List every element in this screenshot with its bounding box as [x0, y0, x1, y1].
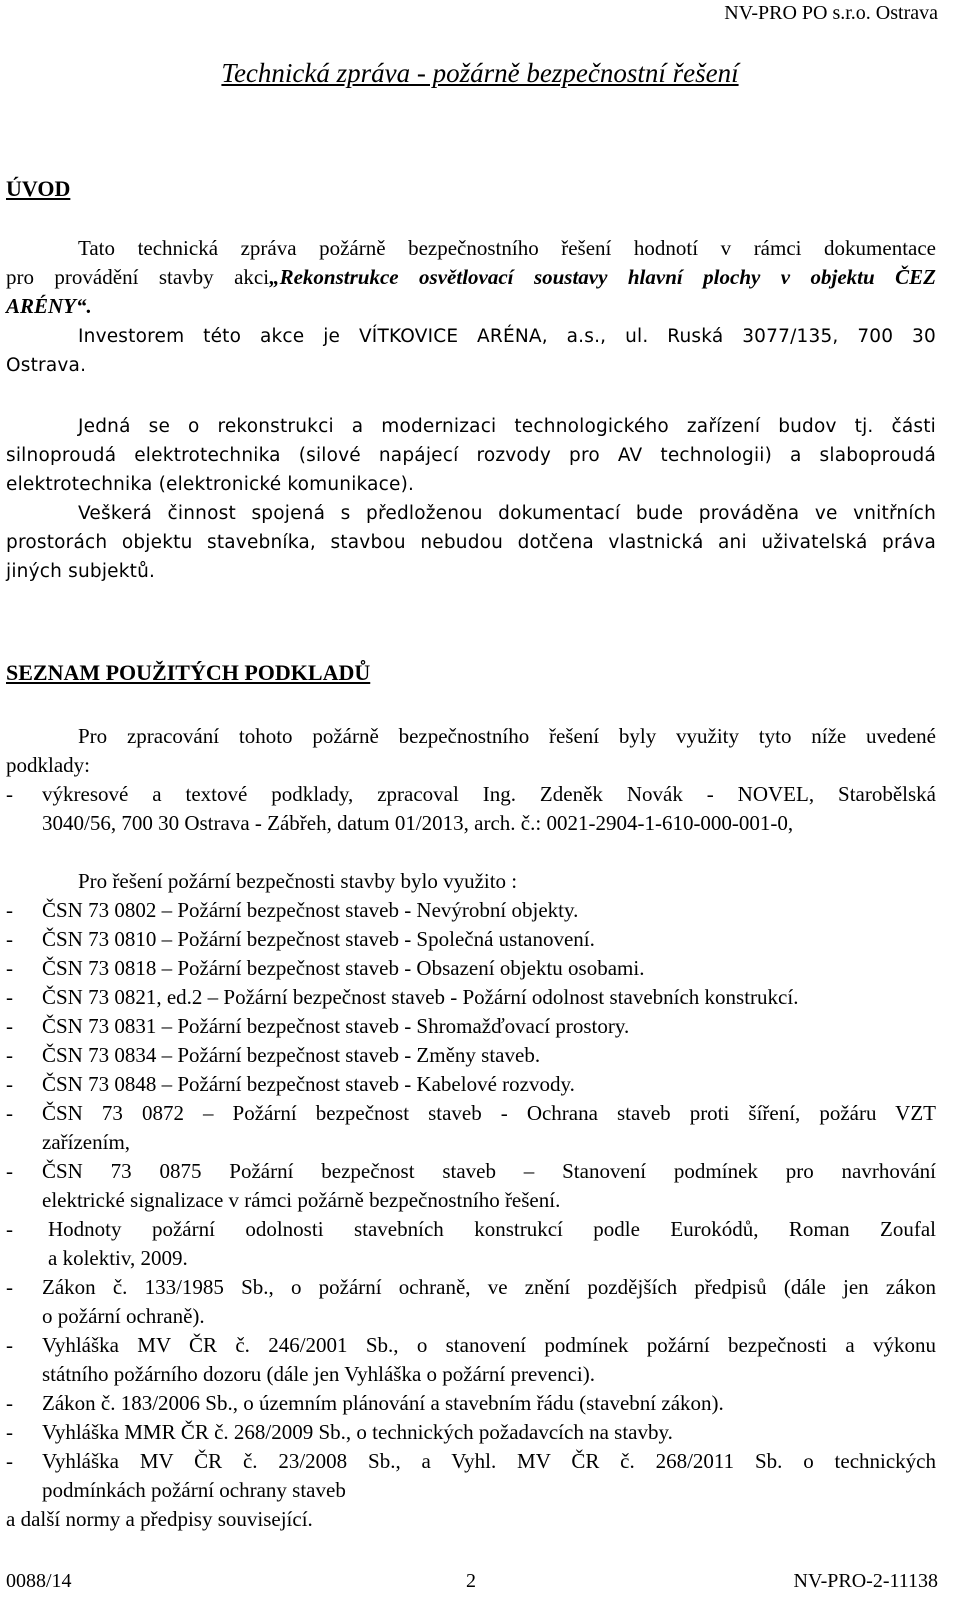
- intro-p3-line2: silnoproudá elektrotechnika (silové napájecí rozvody pro AV technologii) a slaboproudá: [6, 445, 936, 466]
- list-dash: -: [6, 985, 13, 1009]
- list-item: [6, 1331, 936, 1389]
- sources-p1-line1: Pro zpracování tohoto požárně bezpečnostního řešení byly využity tyto níže uvedené: [78, 724, 936, 748]
- list-item-text-cont: a kolektiv, 2009.: [48, 1246, 188, 1270]
- list-dash: -: [6, 1101, 13, 1125]
- section-heading-sources: SEZNAM POUŽITÝCH PODKLADŮ: [6, 660, 371, 685]
- list-dash: -: [6, 956, 13, 980]
- list-dash: -: [6, 1014, 13, 1038]
- header-company: NV-PRO PO s.r.o. Ostrava: [724, 2, 938, 24]
- list-item-text-cont: podmínkách požární ochrany staveb: [42, 1478, 346, 1502]
- list-dash: -: [6, 1333, 13, 1357]
- list-item: [6, 1099, 936, 1157]
- intro-p3-line3: elektrotechnika (elektronické komunikace).: [6, 474, 415, 495]
- list-item-text: Vyhláška MV ČR č. 246/2001 Sb., o stanovení podmínek požární bezpečnosti a výkonu: [42, 1333, 936, 1357]
- document-title: Technická zpráva - požárně bezpečnostní řešení: [221, 58, 739, 88]
- list-item: [6, 1273, 936, 1331]
- intro-p1-line1: Tato technická zpráva požárně bezpečnostního řešení hodnotí v rámci dokumentace: [78, 236, 936, 260]
- list-dash: -: [6, 898, 13, 922]
- list-item-text: Zákon č. 183/2006 Sb., o územním plánování a stavebním řádu (stavební zákon).: [42, 1391, 724, 1415]
- list-item-text: ČSN 73 0821, ed.2 – Požární bezpečnost staveb - Požární odolnost stavebních konstrukcí.: [42, 985, 799, 1009]
- list-item-text: ČSN 73 0848 – Požární bezpečnost staveb - Kabelové rozvody.: [42, 1072, 575, 1096]
- list-dash: -: [6, 1159, 13, 1183]
- page-number: 2: [466, 1570, 476, 1592]
- intro-p2-line2: Ostrava.: [6, 355, 87, 376]
- footer-right: NV-PRO-2-11138: [793, 1570, 938, 1592]
- sources-p1-line2: podklady:: [6, 753, 90, 777]
- intro-p4-line2: prostorách objektu stavebníka, stavbou nebudou dotčena vlastnická ani uživatelská práva: [6, 532, 936, 553]
- list-dash: -: [6, 1072, 13, 1096]
- list-dash: -: [6, 1391, 13, 1415]
- intro-p1-line3: ARÉNY“.: [6, 294, 92, 318]
- list-item-text: ČSN 73 0802 – Požární bezpečnost staveb - Nevýrobní objekty.: [42, 898, 579, 922]
- list-item-text: Vyhláška MMR ČR č. 268/2009 Sb., o technických požadavcích na stavby.: [42, 1420, 673, 1444]
- list-item-text: Hodnoty požární odolnosti stavebních konstrukcí podle Eurokódů, Roman Zoufal: [48, 1217, 936, 1241]
- intro-p3-line1: Jedná se o rekonstrukci a modernizaci technologického zařízení budov tj. části: [78, 416, 936, 437]
- list-item: [6, 1447, 936, 1505]
- list-item-text: ČSN 73 0872 – Požární bezpečnost staveb - Ochrana staveb proti šíření, požáru VZT: [42, 1101, 936, 1125]
- intro-p4-line3: jiných subjektů.: [6, 561, 156, 582]
- list-dash: -: [6, 782, 13, 806]
- closing-line: a další normy a předpisy související.: [6, 1507, 313, 1531]
- list-item-text: ČSN 73 0875 Požární bezpečnost staveb – Stanovení podmínek pro navrhování: [42, 1159, 936, 1183]
- list-dash: -: [6, 927, 13, 951]
- list-item: [6, 1157, 936, 1215]
- list-item-text-cont: o požární ochraně).: [42, 1304, 205, 1328]
- list-item-text-cont: elektrické signalizace v rámci požárně bezpečnostního řešení.: [42, 1188, 561, 1212]
- intro-p1-line2: [6, 263, 936, 292]
- fire-safety-intro: Pro řešení požární bezpečnosti stavby bylo využito :: [78, 869, 518, 893]
- list-item-text: výkresové a textové podklady, zpracoval Ing. Zdeněk Novák - NOVEL, Starobělská: [42, 782, 936, 806]
- list-item-text: Vyhláška MV ČR č. 23/2008 Sb., a Vyhl. MV ČR č. 268/2011 Sb. o technických: [42, 1449, 936, 1473]
- list-item-drawings: [6, 780, 936, 838]
- intro-p2-line1: Investorem této akce je VÍTKOVICE ARÉNA, a.s., ul. Ruská 3077/135, 700 30: [78, 326, 936, 347]
- intro-p4-line1: Veškerá činnost spojená s předloženou dokumentací bude prováděna ve vnitřních: [78, 503, 936, 524]
- section-heading-intro: ÚVOD: [6, 176, 71, 201]
- footer-left: 0088/14: [6, 1570, 72, 1592]
- list-item-text-cont: 3040/56, 700 30 Ostrava - Zábřeh, datum 01/2013, arch. č.: 0021-2904-1-610-000-001-0,: [42, 811, 794, 835]
- project-name: „Rekonstrukce osvětlovací soustavy hlavní plochy v objektu ČEZ: [269, 265, 936, 289]
- list-dash: -: [6, 1275, 13, 1299]
- list-dash: -: [6, 1217, 13, 1241]
- list-item-text: Zákon č. 133/1985 Sb., o požární ochraně, ve znění pozdějších předpisů (dále jen zákon: [42, 1275, 936, 1299]
- list-item-text: ČSN 73 0831 – Požární bezpečnost staveb - Shromažďovací prostory.: [42, 1014, 630, 1038]
- list-item-text: ČSN 73 0810 – Požární bezpečnost staveb - Společná ustanovení.: [42, 927, 595, 951]
- list-item: [6, 1215, 936, 1273]
- list-dash: -: [6, 1043, 13, 1067]
- list-dash: -: [6, 1420, 13, 1444]
- list-item-text: ČSN 73 0818 – Požární bezpečnost staveb - Obsazení objektu osobami.: [42, 956, 645, 980]
- list-item-text-cont: zařízením,: [42, 1130, 131, 1154]
- list-dash: -: [6, 1449, 13, 1473]
- intro-p1-line2-plain: pro provádění stavby akci: [6, 265, 270, 289]
- list-item-text: ČSN 73 0834 – Požární bezpečnost staveb - Změny staveb.: [42, 1043, 541, 1067]
- list-item-text-cont: státního požárního dozoru (dále jen Vyhláška o požární prevenci).: [42, 1362, 596, 1386]
